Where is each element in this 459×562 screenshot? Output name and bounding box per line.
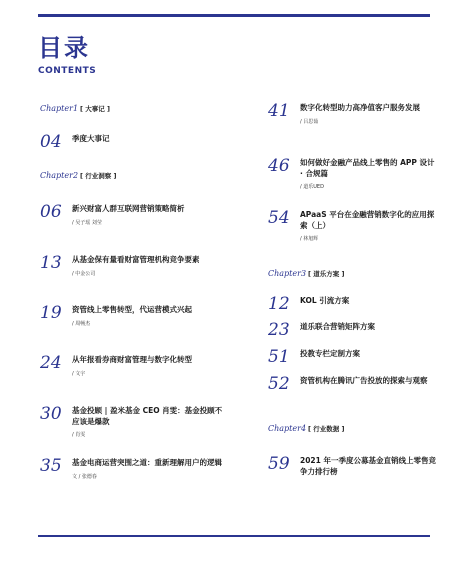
page-number: 13 [40,253,62,273]
page-number: 52 [268,374,290,394]
page-number: 24 [40,353,62,373]
entry-author: 文 / 张德春 [72,473,97,480]
chapter-name: [ 行业数据 ] [308,425,345,433]
chapter-label: Chapter3 [268,269,307,278]
toc-entry-06[interactable] [40,202,185,226]
entry-author: / 中金公司 [72,270,96,277]
entry-title: 投教专栏定制方案 [300,349,360,358]
chapter-name: [ 道乐方案 ] [308,270,345,278]
chapter-name: [ 行业洞察 ] [80,172,117,180]
entry-title: 从基金保有量看财富管理机构竞争要素 [72,255,200,264]
chapter-label: Chapter4 [268,424,307,433]
toc-entry-54[interactable] [268,208,438,242]
entry-title: 新兴财富人群互联网营销策略简析 [72,204,185,213]
entry-author: / 吴子瑶 刘莹 [72,219,102,226]
entry-author: / 肖雯 [72,432,86,438]
top-rule [38,14,430,17]
entry-author: / 道乐UED [300,184,324,190]
page-number: 59 [268,454,290,474]
toc-entry-59[interactable] [268,454,438,477]
page-number: 23 [268,320,290,340]
chapter-label: Chapter2 [40,171,79,180]
entry-title: 如何做好金融产品线上零售的 APP 设计 · 合规篇 [300,158,435,178]
entry-author: / 吕思茹 [300,118,319,125]
toc-entry-24[interactable] [40,353,192,377]
chapter-2-heading [40,171,117,180]
chapter-1-heading [40,104,110,113]
chapter-3-heading [268,269,345,278]
toc-entry-46[interactable] [268,156,438,190]
entry-title: 从年报看券商财富管理与数字化转型 [72,355,192,364]
entry-author: / 文宇 [72,370,86,377]
toc-entry-35[interactable] [40,456,222,480]
page-number: 12 [268,294,290,314]
toc-entry-30[interactable] [40,404,225,438]
entry-title: 基金投顾 | 盈米基金 CEO 肖雯：基金投顾不应该是爆款 [72,406,223,426]
toc-entry-52[interactable] [268,374,428,394]
toc-entry-19[interactable] [40,303,192,327]
chapter-label: Chapter1 [40,104,79,113]
toc-entry-13[interactable] [40,253,200,277]
bottom-rule [38,535,430,537]
toc-entry-23[interactable] [268,320,375,340]
entry-title: 数字化转型助力高净值客户服务发展 [300,103,420,112]
page-number: 46 [268,156,290,176]
toc-entry-51[interactable] [268,347,360,367]
entry-title: 基金电商运营突围之道：重新理解用户的逻辑 [72,458,222,467]
page-number: 19 [40,303,62,323]
page-number: 06 [40,202,62,222]
page-title: 目录 [38,34,90,62]
page-number: 30 [40,404,62,424]
page-number: 54 [268,208,290,228]
entry-author: / 周畅杰 [72,320,91,327]
entry-title: 季度大事记 [72,134,110,143]
entry-title: APaaS 平台在金融营销数字化的应用探索（上） [300,210,435,230]
entry-title: 资管机构在腾讯广告投放的探索与观察 [300,376,428,385]
page-number: 41 [268,101,290,121]
toc-entry-12[interactable] [268,294,349,314]
entry-title: 2021 年一季度公募基金直销线上零售竞争力排行榜 [300,456,436,476]
toc-entry-41[interactable] [268,101,420,125]
entry-author: / 林旭辉 [300,236,319,242]
toc-entry-04[interactable] [40,132,110,152]
entry-title: 道乐联合营销矩阵方案 [300,322,375,331]
page-subtitle: CONTENTS [38,66,97,76]
page-number: 35 [40,456,62,476]
page-number: 51 [268,347,290,367]
chapter-name: [ 大事记 ] [80,105,110,113]
entry-title: 资管线上零售转型，代运营模式兴起 [72,305,192,314]
page-number: 04 [40,132,62,152]
entry-title: KOL 引流方案 [300,296,350,305]
chapter-4-heading [268,424,345,433]
